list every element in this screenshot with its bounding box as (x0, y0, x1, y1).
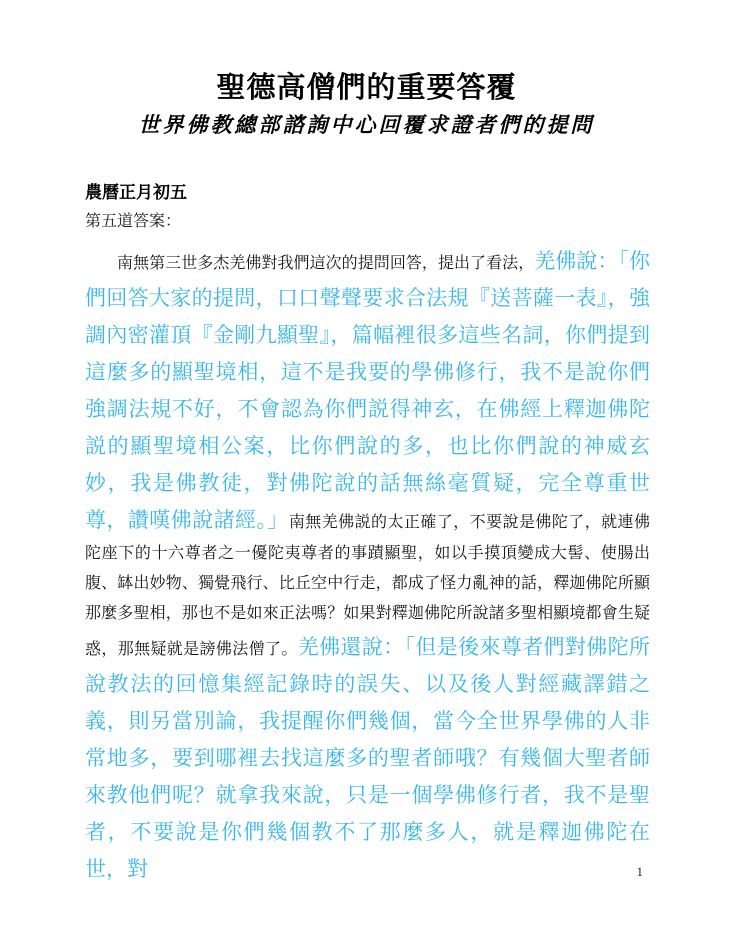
page-number: 1 (636, 864, 643, 879)
body-segment-commentary: 南無羌佛説的太正確了，不要說是佛陀了，就連佛陀座下的十六尊者之一優陀夷尊者的事蹟顯聖，如以手摸頂變成大髻、使腸出腹、缽出妙物、獨覺飛行、比丘空中行走，都成了怪力亂神的話，釋迦佛陀所顯那麼多聖相，那也不是如來正法嗎？如果對釋迦佛陀所說諸多聖相顯境都會生疑惑，那無疑就是謗佛法僧了。 (85, 514, 650, 658)
body-segment-buddha-quote-2: 羌佛還說：「但是後來尊者們對佛陀所說教法的回憶集經記錄時的誤失、以及後人對經藏譯錯之義，則另當別論，我提醒你們幾個，當今全世界學佛的人非常地多，要到哪裡去找這麼多的聖者師哦？有幾個大聖者師來教他們呢？就拿我來說，只是一個學佛修行者，我不是聖者，不要說是你們幾個教不了那麼多人，就是釋迦佛陀在世，對 (85, 635, 650, 881)
document-subtitle: 世界佛教總部諮詢中心回覆求證者們的提問 (138, 113, 595, 137)
body-segment-buddha-quote-1: 羌佛說：「你們回答大家的提問，口口聲聲要求合法規『送菩薩一表』，強調內密灌頂『金剛九顯聖』，篇幅裡很多這些名詞，你們提到這麼多的顯聖境相，這不是我要的學佛修行，我不是說你們強調法規不好，不會認為你們説得神玄，在佛經上釋迦佛陀説的顯聖境相公案，比你們說的多，也比你們說的神威玄妙，我是佛教徒，對佛陀說的話無絲毫質疑，完全尊重世尊，讚嘆佛說諸經。」 (85, 249, 650, 532)
document-title: 聖德高僧們的重要答覆 (216, 72, 517, 104)
body-segment-intro: 南無第三世多杰羌佛對我們這次的提問回答，提出了看法， (117, 255, 535, 272)
answer-number-heading: 第五道答案： (85, 213, 182, 230)
body-paragraph (85, 243, 650, 888)
date-heading: 農曆正月初五 (85, 183, 187, 202)
